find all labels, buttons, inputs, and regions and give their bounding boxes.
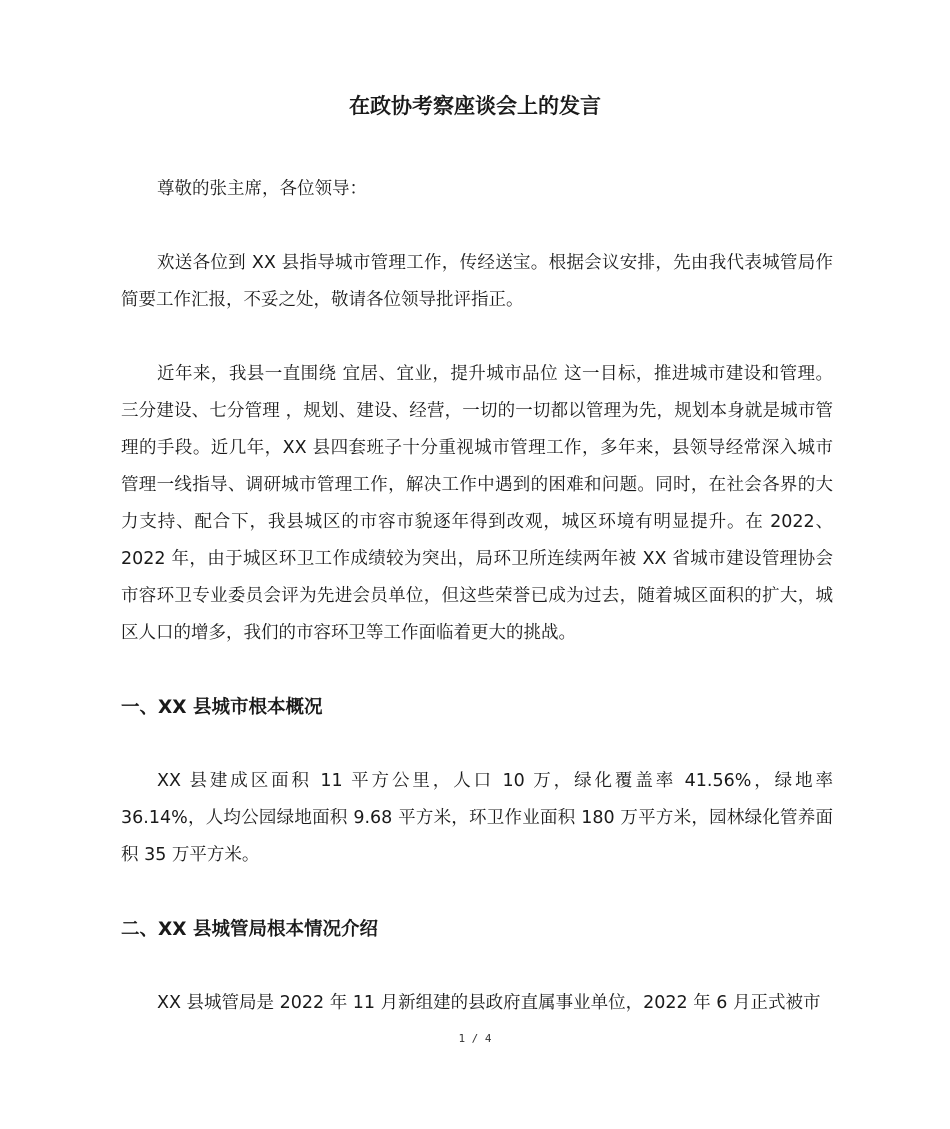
page-number: 1 / 4 — [458, 1032, 492, 1045]
section-heading-2: 二、XX 县城管局根本情况介绍 — [121, 919, 378, 940]
paragraph-overview: 近年来，我县一直围绕 宜居、宜业，提升城市品位 这一目标，推进城市建设和管理。三分建设、七分管理 ，规划、建设、经营，一切的一切都以管理为先，规划本身就是城市管理的手段。近几年，XX 县四套班子十分重视城市管理工作，多年来，县领导经常深入城市管理一线指导、调研城市管理工作，解决工作中遇到的困难和问题。同时，在社会各界的大力支持、配合下，我县城区的市容市貌逐年得到改观，城区环境有明显提升。在 2022、2022 年，由于城区环卫工作成绩较为突出，局环卫所连续两年被 XX 省城市建设管理协会市容环卫专业委员会评为先进会员单位，但这些荣誉已成为过去，随着城区面积的扩大，城区人口的增多，我们的市容环卫等工作面临着更大的挑战。 — [121, 364, 833, 643]
salutation: 尊敬的张主席，各位领导： — [157, 179, 367, 199]
document-title: 在政协考察座谈会上的发言 — [349, 94, 601, 118]
paragraph-welcome: 欢送各位到 XX 县指导城市管理工作，传经送宝。根据会议安排，先由我代表城管局作简要工作汇报，不妥之处，敬请各位领导批评指正。 — [121, 253, 833, 310]
section-body-1: XX 县建成区面积 11 平方公里，人口 10 万，绿化覆盖率 41.56%，绿地率 36.14%，人均公园绿地面积 9.68 平方米，环卫作业面积 180 万平方米，园林绿化管养面积 35 万平方米。 — [121, 771, 833, 865]
section-body-2: XX 县城管局是 2022 年 11 月新组建的县政府直属事业单位，2022 年 6 月正式被市 — [157, 993, 821, 1013]
document-body — [121, 171, 833, 1022]
section-heading-1: 一、XX 县城市根本概况 — [121, 697, 323, 718]
